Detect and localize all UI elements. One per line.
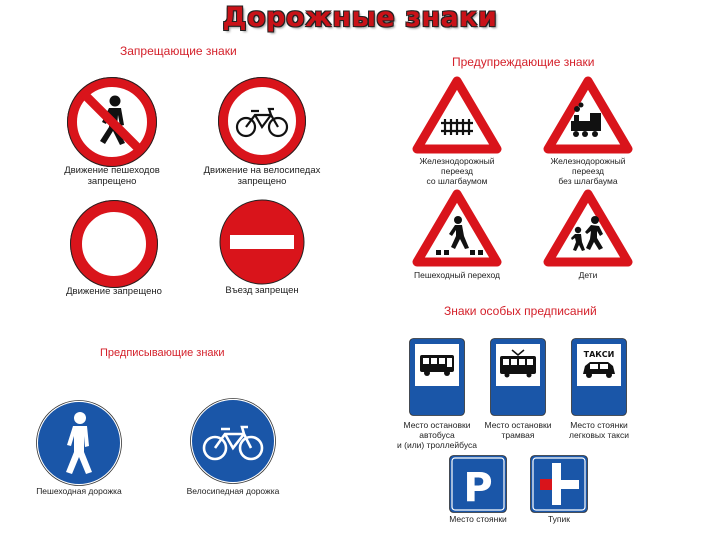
caption-railroad-train: Железнодорожный переезд без шлагбаума (550, 156, 626, 186)
no-traffic-icon (70, 200, 158, 288)
dead-end-icon (530, 455, 588, 513)
caption-parking: Место стоянки (449, 514, 507, 524)
taxi-stand-icon (571, 338, 627, 416)
caption-no-pedestrians: Движение пешеходов запрещено (64, 165, 160, 187)
no-bicycles-icon (218, 77, 306, 165)
caption-bicycle-path: Велосипедная дорожка (186, 486, 280, 496)
pedestrian-path-icon (36, 400, 122, 486)
caption-pedestrian-crossing: Пешеходный переход (413, 270, 501, 280)
caption-dead-end: Тупик (547, 514, 571, 524)
pedestrian-crossing-icon (414, 190, 500, 266)
parking-icon (449, 455, 507, 513)
bicycle-path-icon (190, 398, 276, 484)
section-special: Знаки особых предписаний (444, 304, 597, 318)
caption-no-entry: Въезд запрещен (225, 285, 299, 296)
bus-stop-icon (409, 338, 465, 416)
tram-stop-icon (490, 338, 546, 416)
no-pedestrians-icon (67, 77, 157, 167)
caption-pedestrian-path: Пешеходная дорожка (36, 486, 122, 496)
caption-taxi-stand: Место стоянки легковых такси (569, 420, 629, 440)
taxi-sign-text: ТАКСИ (583, 350, 615, 359)
no-entry-icon (219, 199, 305, 285)
caption-no-traffic: Движение запрещено (66, 286, 162, 297)
section-warning: Предупреждающие знаки (452, 55, 595, 69)
section-mandatory: Предписывающие знаки (100, 347, 225, 359)
parking-sign-text: P (463, 465, 493, 511)
section-prohibitory: Запрещающие знаки (120, 44, 237, 58)
caption-tram-stop: Место остановки трамвая (484, 420, 552, 440)
caption-children: Дети (578, 270, 598, 280)
caption-no-bicycles: Движение на велосипедах запрещено (203, 165, 321, 187)
children-icon (545, 190, 631, 266)
page-title: Дорожные знаки (222, 2, 498, 33)
caption-bus-stop: Место остановки автобуса и (или) троллейбуса (397, 420, 477, 450)
railroad-crossing-barrier-icon (414, 77, 500, 153)
caption-railroad-barrier: Железнодорожный переезд со шлагбаумом (419, 156, 495, 186)
railroad-crossing-train-icon (545, 77, 631, 153)
